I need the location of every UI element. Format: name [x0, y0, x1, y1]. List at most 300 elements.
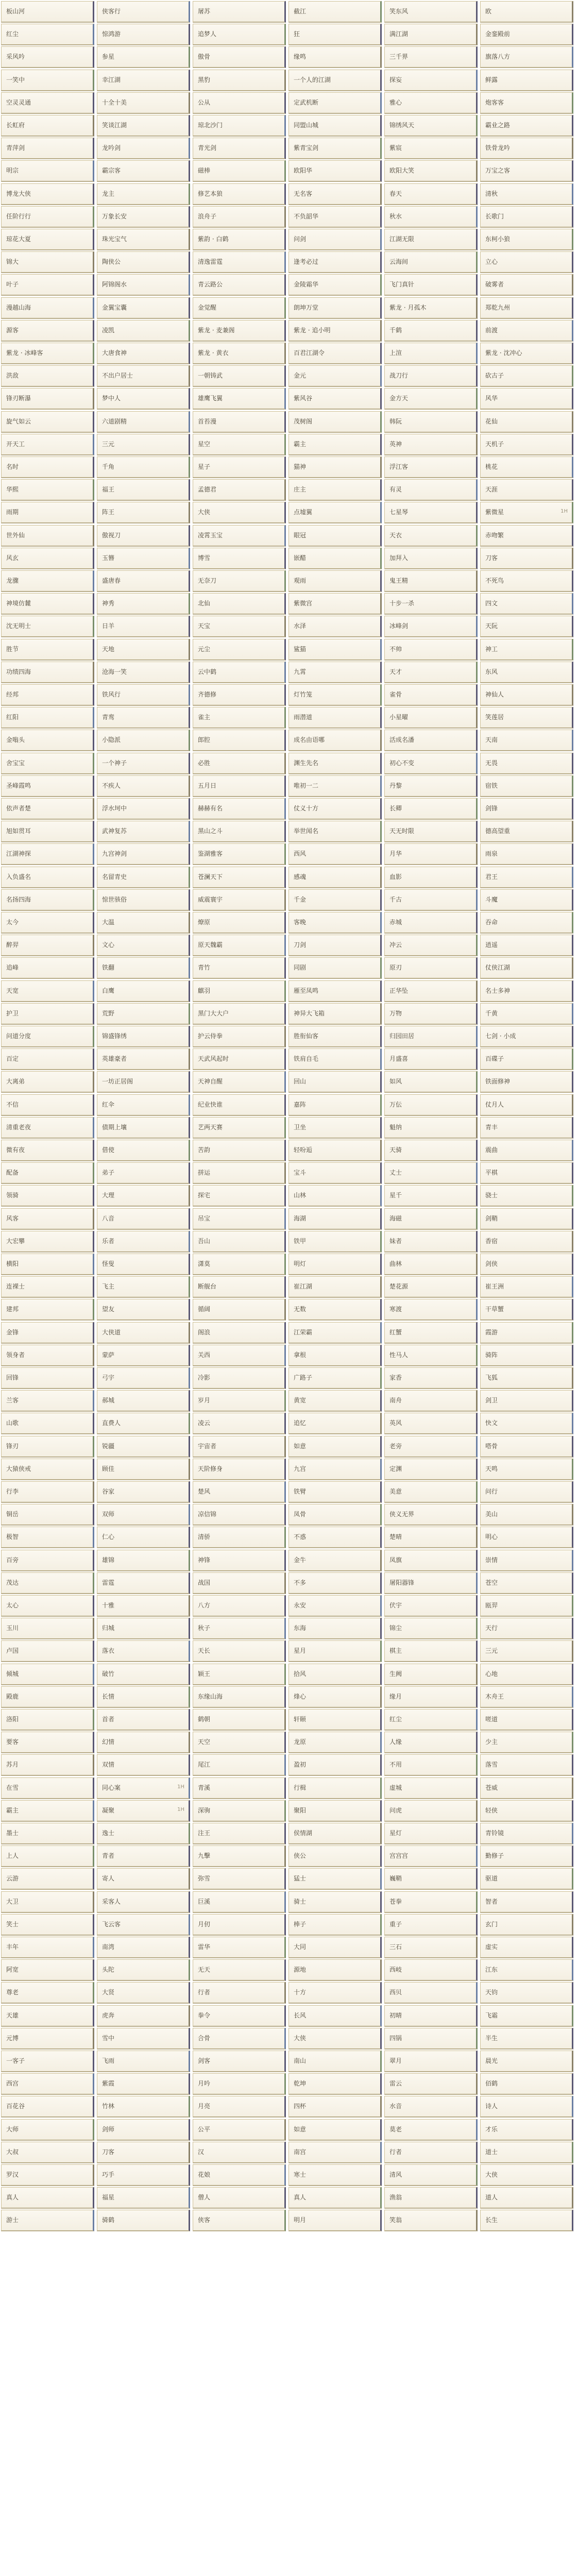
name-tile[interactable]: [1, 980, 94, 1002]
name-tile[interactable]: [193, 525, 286, 547]
name-tile[interactable]: [480, 957, 573, 979]
name-tile[interactable]: [193, 24, 286, 45]
name-tile[interactable]: [480, 138, 573, 159]
name-tile[interactable]: [1, 1481, 94, 1503]
name-tile[interactable]: [1, 1094, 94, 1116]
name-tile[interactable]: [193, 1459, 286, 1480]
name-tile[interactable]: [193, 1276, 286, 1298]
name-tile[interactable]: [480, 1664, 573, 1685]
name-tile[interactable]: [480, 2096, 573, 2117]
name-tile[interactable]: [97, 320, 190, 342]
name-tile[interactable]: [97, 2119, 190, 2141]
name-tile[interactable]: [384, 912, 478, 934]
name-tile[interactable]: [384, 1276, 478, 1298]
name-tile[interactable]: [480, 1504, 573, 1526]
name-tile[interactable]: [288, 1550, 382, 1571]
name-tile[interactable]: [384, 1140, 478, 1161]
name-tile[interactable]: [193, 1117, 286, 1139]
name-tile[interactable]: [1, 730, 94, 751]
name-tile[interactable]: [193, 1299, 286, 1320]
name-tile[interactable]: [288, 1572, 382, 1594]
name-tile[interactable]: [97, 115, 190, 137]
name-tile[interactable]: [480, 1322, 573, 1344]
name-tile[interactable]: [480, 639, 573, 660]
name-tile[interactable]: [97, 1732, 190, 1753]
name-tile[interactable]: [97, 138, 190, 159]
name-tile[interactable]: [97, 1253, 190, 1275]
name-tile[interactable]: [480, 1937, 573, 1958]
name-tile[interactable]: [480, 229, 573, 250]
name-tile[interactable]: [480, 1777, 573, 1799]
name-tile[interactable]: [480, 1868, 573, 1890]
name-tile[interactable]: [480, 684, 573, 706]
name-tile[interactable]: [1, 1686, 94, 1708]
name-tile[interactable]: [384, 2050, 478, 2072]
name-tile[interactable]: [288, 92, 382, 114]
name-tile[interactable]: [1, 2073, 94, 2095]
name-tile[interactable]: [97, 1026, 190, 1047]
name-tile[interactable]: [1, 411, 94, 433]
name-tile[interactable]: [97, 684, 190, 706]
name-tile[interactable]: [480, 1709, 573, 1731]
name-tile[interactable]: [480, 1959, 573, 1981]
name-tile[interactable]: [384, 1527, 478, 1548]
name-tile[interactable]: [1, 229, 94, 250]
name-tile[interactable]: [1, 1550, 94, 1571]
name-tile[interactable]: [480, 730, 573, 751]
name-tile[interactable]: [288, 616, 382, 637]
name-tile[interactable]: [1, 274, 94, 296]
name-tile[interactable]: [384, 570, 478, 592]
name-tile[interactable]: [193, 138, 286, 159]
name-tile[interactable]: [480, 1891, 573, 1913]
name-tile[interactable]: [193, 843, 286, 865]
name-tile[interactable]: [1, 2210, 94, 2231]
name-tile[interactable]: [288, 1117, 382, 1139]
name-tile[interactable]: [1, 1914, 94, 1936]
name-tile[interactable]: [97, 1800, 190, 1822]
name-tile[interactable]: [480, 1276, 573, 1298]
name-tile[interactable]: [384, 502, 478, 523]
name-tile[interactable]: [1, 46, 94, 68]
name-tile[interactable]: [1, 1413, 94, 1434]
name-tile[interactable]: [288, 707, 382, 728]
name-tile[interactable]: [384, 183, 478, 205]
name-tile[interactable]: [97, 2187, 190, 2209]
name-tile[interactable]: [480, 1367, 573, 1389]
name-tile[interactable]: [288, 1048, 382, 1070]
name-tile[interactable]: [480, 2028, 573, 2049]
name-tile[interactable]: [384, 775, 478, 797]
name-tile[interactable]: [384, 616, 478, 637]
name-tile[interactable]: [288, 1504, 382, 1526]
name-tile[interactable]: [384, 24, 478, 45]
name-tile[interactable]: [1, 1504, 94, 1526]
name-tile[interactable]: [1, 1345, 94, 1366]
name-tile[interactable]: [288, 160, 382, 182]
name-tile[interactable]: [193, 1231, 286, 1252]
name-tile[interactable]: [193, 1345, 286, 1366]
name-tile[interactable]: [288, 1982, 382, 2004]
name-tile[interactable]: [193, 1367, 286, 1389]
name-tile[interactable]: [384, 1208, 478, 1230]
name-tile[interactable]: [97, 206, 190, 228]
name-tile[interactable]: [384, 411, 478, 433]
name-tile[interactable]: [480, 616, 573, 637]
name-tile[interactable]: [1, 183, 94, 205]
name-tile[interactable]: [97, 707, 190, 728]
name-tile[interactable]: [288, 1777, 382, 1799]
name-tile[interactable]: [384, 798, 478, 820]
name-tile[interactable]: [288, 24, 382, 45]
name-tile[interactable]: [288, 1527, 382, 1548]
name-tile[interactable]: [384, 1459, 478, 1480]
name-tile[interactable]: [384, 434, 478, 455]
name-tile[interactable]: [193, 183, 286, 205]
name-tile[interactable]: [193, 1891, 286, 1913]
name-tile[interactable]: [288, 1413, 382, 1434]
name-tile[interactable]: [1, 1367, 94, 1389]
name-tile[interactable]: [288, 1868, 382, 1890]
name-tile[interactable]: [288, 2119, 382, 2141]
name-tile[interactable]: [1, 1937, 94, 1958]
name-tile[interactable]: [384, 274, 478, 296]
name-tile[interactable]: [384, 70, 478, 91]
name-tile[interactable]: [193, 1253, 286, 1275]
name-tile[interactable]: [384, 1299, 478, 1320]
name-tile[interactable]: [97, 1413, 190, 1434]
name-tile[interactable]: [480, 548, 573, 569]
name-tile[interactable]: [97, 798, 190, 820]
name-tile[interactable]: [288, 662, 382, 683]
name-tile[interactable]: [288, 980, 382, 1002]
name-tile[interactable]: [193, 935, 286, 956]
name-tile[interactable]: [97, 1868, 190, 1890]
name-tile[interactable]: [193, 707, 286, 728]
name-tile[interactable]: [384, 92, 478, 114]
name-tile[interactable]: [288, 1436, 382, 1458]
name-tile[interactable]: [288, 1094, 382, 1116]
name-tile[interactable]: [97, 662, 190, 683]
name-tile[interactable]: [97, 229, 190, 250]
name-tile[interactable]: [193, 115, 286, 137]
name-tile[interactable]: [480, 1481, 573, 1503]
name-tile[interactable]: [480, 753, 573, 774]
name-tile[interactable]: [384, 365, 478, 387]
name-tile[interactable]: [288, 183, 382, 205]
name-tile[interactable]: [384, 593, 478, 615]
name-tile[interactable]: [97, 1367, 190, 1389]
name-tile[interactable]: [480, 2050, 573, 2072]
name-tile[interactable]: [384, 1253, 478, 1275]
name-tile[interactable]: [384, 1117, 478, 1139]
name-tile[interactable]: [480, 456, 573, 478]
name-tile[interactable]: [480, 365, 573, 387]
name-tile[interactable]: [288, 1140, 382, 1161]
name-tile[interactable]: [384, 251, 478, 273]
name-tile[interactable]: [480, 775, 573, 797]
name-tile[interactable]: [384, 1982, 478, 2004]
name-tile[interactable]: [384, 1185, 478, 1207]
name-tile[interactable]: [384, 1367, 478, 1389]
name-tile[interactable]: [1, 1572, 94, 1594]
name-tile[interactable]: [97, 1595, 190, 1617]
name-tile[interactable]: [97, 1481, 190, 1503]
name-tile[interactable]: [384, 320, 478, 342]
name-tile[interactable]: [384, 1686, 478, 1708]
name-tile[interactable]: [384, 229, 478, 250]
name-tile[interactable]: [193, 388, 286, 410]
name-tile[interactable]: [288, 2187, 382, 2209]
name-tile[interactable]: [384, 1664, 478, 1685]
name-tile[interactable]: [288, 889, 382, 911]
name-tile[interactable]: [480, 92, 573, 114]
name-tile[interactable]: [193, 889, 286, 911]
name-tile[interactable]: [288, 935, 382, 956]
name-tile[interactable]: [1, 1253, 94, 1275]
name-tile[interactable]: [384, 206, 478, 228]
name-tile[interactable]: [384, 343, 478, 364]
name-tile[interactable]: [480, 2187, 573, 2209]
name-tile[interactable]: [97, 1845, 190, 1867]
name-tile[interactable]: [480, 297, 573, 319]
name-tile[interactable]: [97, 889, 190, 911]
name-tile[interactable]: [384, 867, 478, 888]
name-tile[interactable]: [480, 1823, 573, 1844]
name-tile[interactable]: [288, 1, 382, 23]
name-tile[interactable]: [480, 1299, 573, 1320]
name-tile[interactable]: [193, 92, 286, 114]
name-tile[interactable]: [288, 867, 382, 888]
name-tile[interactable]: [480, 821, 573, 842]
name-tile[interactable]: [480, 1754, 573, 1776]
name-tile[interactable]: [193, 1800, 286, 1822]
name-tile[interactable]: [288, 1937, 382, 1958]
name-tile[interactable]: [193, 1618, 286, 1639]
name-tile[interactable]: [480, 1140, 573, 1161]
name-tile[interactable]: [480, 2142, 573, 2163]
name-tile[interactable]: [384, 2119, 478, 2141]
name-tile[interactable]: [97, 2142, 190, 2163]
name-tile[interactable]: [480, 1982, 573, 2004]
name-tile[interactable]: [97, 1777, 190, 1799]
name-tile[interactable]: [288, 2050, 382, 2072]
name-tile[interactable]: [193, 2028, 286, 2049]
name-tile[interactable]: [97, 1345, 190, 1366]
name-tile[interactable]: [480, 2119, 573, 2141]
name-tile[interactable]: [384, 2187, 478, 2209]
name-tile[interactable]: [288, 843, 382, 865]
name-tile[interactable]: [384, 730, 478, 751]
name-tile[interactable]: [97, 1823, 190, 1844]
name-tile[interactable]: [288, 570, 382, 592]
name-tile[interactable]: [1, 1436, 94, 1458]
name-tile[interactable]: [97, 957, 190, 979]
name-tile[interactable]: [97, 274, 190, 296]
name-tile[interactable]: [1, 1026, 94, 1047]
name-tile[interactable]: [97, 1390, 190, 1412]
name-tile[interactable]: [480, 1845, 573, 1867]
name-tile[interactable]: [193, 1754, 286, 1776]
name-tile[interactable]: [97, 616, 190, 637]
name-tile[interactable]: [1, 616, 94, 637]
name-tile[interactable]: [1, 912, 94, 934]
name-tile[interactable]: [97, 1982, 190, 2004]
name-tile[interactable]: [288, 365, 382, 387]
name-tile[interactable]: [193, 1527, 286, 1548]
name-tile[interactable]: [1, 2096, 94, 2117]
name-tile[interactable]: [384, 1094, 478, 1116]
name-tile[interactable]: [1, 434, 94, 455]
name-tile[interactable]: [384, 935, 478, 956]
name-tile[interactable]: [193, 2142, 286, 2163]
name-tile[interactable]: [97, 1459, 190, 1480]
name-tile[interactable]: [288, 1003, 382, 1025]
name-tile[interactable]: [97, 593, 190, 615]
name-tile[interactable]: [384, 1231, 478, 1252]
name-tile[interactable]: [384, 115, 478, 137]
name-tile[interactable]: [384, 1618, 478, 1639]
name-tile[interactable]: [193, 730, 286, 751]
name-tile[interactable]: [97, 1048, 190, 1070]
name-tile[interactable]: [480, 160, 573, 182]
name-tile[interactable]: [193, 1550, 286, 1571]
name-tile[interactable]: [193, 2187, 286, 2209]
name-tile[interactable]: [193, 1140, 286, 1161]
name-tile[interactable]: [384, 388, 478, 410]
name-tile[interactable]: [1, 1003, 94, 1025]
name-tile[interactable]: [288, 251, 382, 273]
name-tile[interactable]: [384, 548, 478, 569]
name-tile[interactable]: [97, 548, 190, 569]
name-tile[interactable]: [1, 1117, 94, 1139]
name-tile[interactable]: [480, 206, 573, 228]
name-tile[interactable]: [1, 343, 94, 364]
name-tile[interactable]: [97, 2073, 190, 2095]
name-tile[interactable]: [97, 980, 190, 1002]
name-tile[interactable]: [1, 502, 94, 523]
name-tile[interactable]: [97, 1618, 190, 1639]
name-tile[interactable]: [384, 662, 478, 683]
name-tile[interactable]: [1, 160, 94, 182]
name-tile[interactable]: [97, 1959, 190, 1981]
name-tile[interactable]: [1, 206, 94, 228]
name-tile[interactable]: [384, 1003, 478, 1025]
name-tile[interactable]: [288, 1185, 382, 1207]
name-tile[interactable]: [97, 639, 190, 660]
name-tile[interactable]: [480, 1390, 573, 1412]
name-tile[interactable]: [97, 843, 190, 865]
name-tile[interactable]: [193, 1436, 286, 1458]
name-tile[interactable]: [288, 912, 382, 934]
name-tile[interactable]: [97, 525, 190, 547]
name-tile[interactable]: [384, 46, 478, 68]
name-tile[interactable]: [480, 1253, 573, 1275]
name-tile[interactable]: [193, 798, 286, 820]
name-tile[interactable]: [97, 1527, 190, 1548]
name-tile[interactable]: [288, 593, 382, 615]
name-tile[interactable]: [288, 1208, 382, 1230]
name-tile[interactable]: [384, 479, 478, 501]
name-tile[interactable]: [97, 1071, 190, 1093]
name-tile[interactable]: [1, 251, 94, 273]
name-tile[interactable]: [1, 2164, 94, 2186]
name-tile[interactable]: [1, 92, 94, 114]
name-tile[interactable]: [480, 1686, 573, 1708]
name-tile[interactable]: [288, 1664, 382, 1685]
name-tile[interactable]: [288, 502, 382, 523]
name-tile[interactable]: [1, 365, 94, 387]
name-tile[interactable]: [1, 1140, 94, 1161]
name-tile[interactable]: [288, 753, 382, 774]
name-tile[interactable]: [288, 1390, 382, 1412]
name-tile[interactable]: [1, 1527, 94, 1548]
name-tile[interactable]: [480, 70, 573, 91]
name-tile[interactable]: [384, 843, 478, 865]
name-tile[interactable]: [480, 2005, 573, 2027]
name-tile[interactable]: [1, 707, 94, 728]
name-tile[interactable]: [97, 1937, 190, 1958]
name-tile[interactable]: [193, 1709, 286, 1731]
name-tile[interactable]: [97, 1208, 190, 1230]
name-tile[interactable]: [1, 684, 94, 706]
name-tile[interactable]: [384, 707, 478, 728]
name-tile[interactable]: [384, 684, 478, 706]
name-tile[interactable]: [384, 1048, 478, 1070]
name-tile[interactable]: [288, 70, 382, 91]
name-tile[interactable]: [288, 525, 382, 547]
name-tile[interactable]: [288, 1345, 382, 1366]
name-tile[interactable]: [288, 343, 382, 364]
name-tile[interactable]: [97, 388, 190, 410]
name-tile[interactable]: [480, 935, 573, 956]
name-tile[interactable]: [480, 707, 573, 728]
name-tile[interactable]: [1, 1071, 94, 1093]
name-tile[interactable]: [193, 274, 286, 296]
name-tile[interactable]: [97, 1322, 190, 1344]
name-tile[interactable]: [193, 1572, 286, 1594]
name-tile[interactable]: [1, 525, 94, 547]
name-tile[interactable]: [1, 388, 94, 410]
name-tile[interactable]: [193, 456, 286, 478]
name-tile[interactable]: [480, 183, 573, 205]
name-tile[interactable]: [384, 2142, 478, 2163]
name-tile[interactable]: [384, 1777, 478, 1799]
name-tile[interactable]: [1, 1208, 94, 1230]
name-tile[interactable]: [1, 2119, 94, 2141]
name-tile[interactable]: [384, 1345, 478, 1366]
name-tile[interactable]: [1, 320, 94, 342]
name-tile[interactable]: [1, 1777, 94, 1799]
name-tile[interactable]: [288, 1914, 382, 1936]
name-tile[interactable]: [193, 980, 286, 1002]
name-tile[interactable]: [1, 1754, 94, 1776]
name-tile[interactable]: [1, 2050, 94, 2072]
name-tile[interactable]: [384, 1026, 478, 1047]
name-tile[interactable]: [97, 70, 190, 91]
name-tile[interactable]: [384, 1868, 478, 1890]
name-tile[interactable]: [288, 1845, 382, 1867]
name-tile[interactable]: [1, 570, 94, 592]
name-tile[interactable]: [1, 1868, 94, 1890]
name-tile[interactable]: [97, 1003, 190, 1025]
name-tile[interactable]: [384, 2210, 478, 2231]
name-tile[interactable]: [97, 912, 190, 934]
name-tile[interactable]: [97, 1117, 190, 1139]
name-tile[interactable]: [193, 1845, 286, 1867]
name-tile[interactable]: [1, 662, 94, 683]
name-tile[interactable]: [1, 2028, 94, 2049]
